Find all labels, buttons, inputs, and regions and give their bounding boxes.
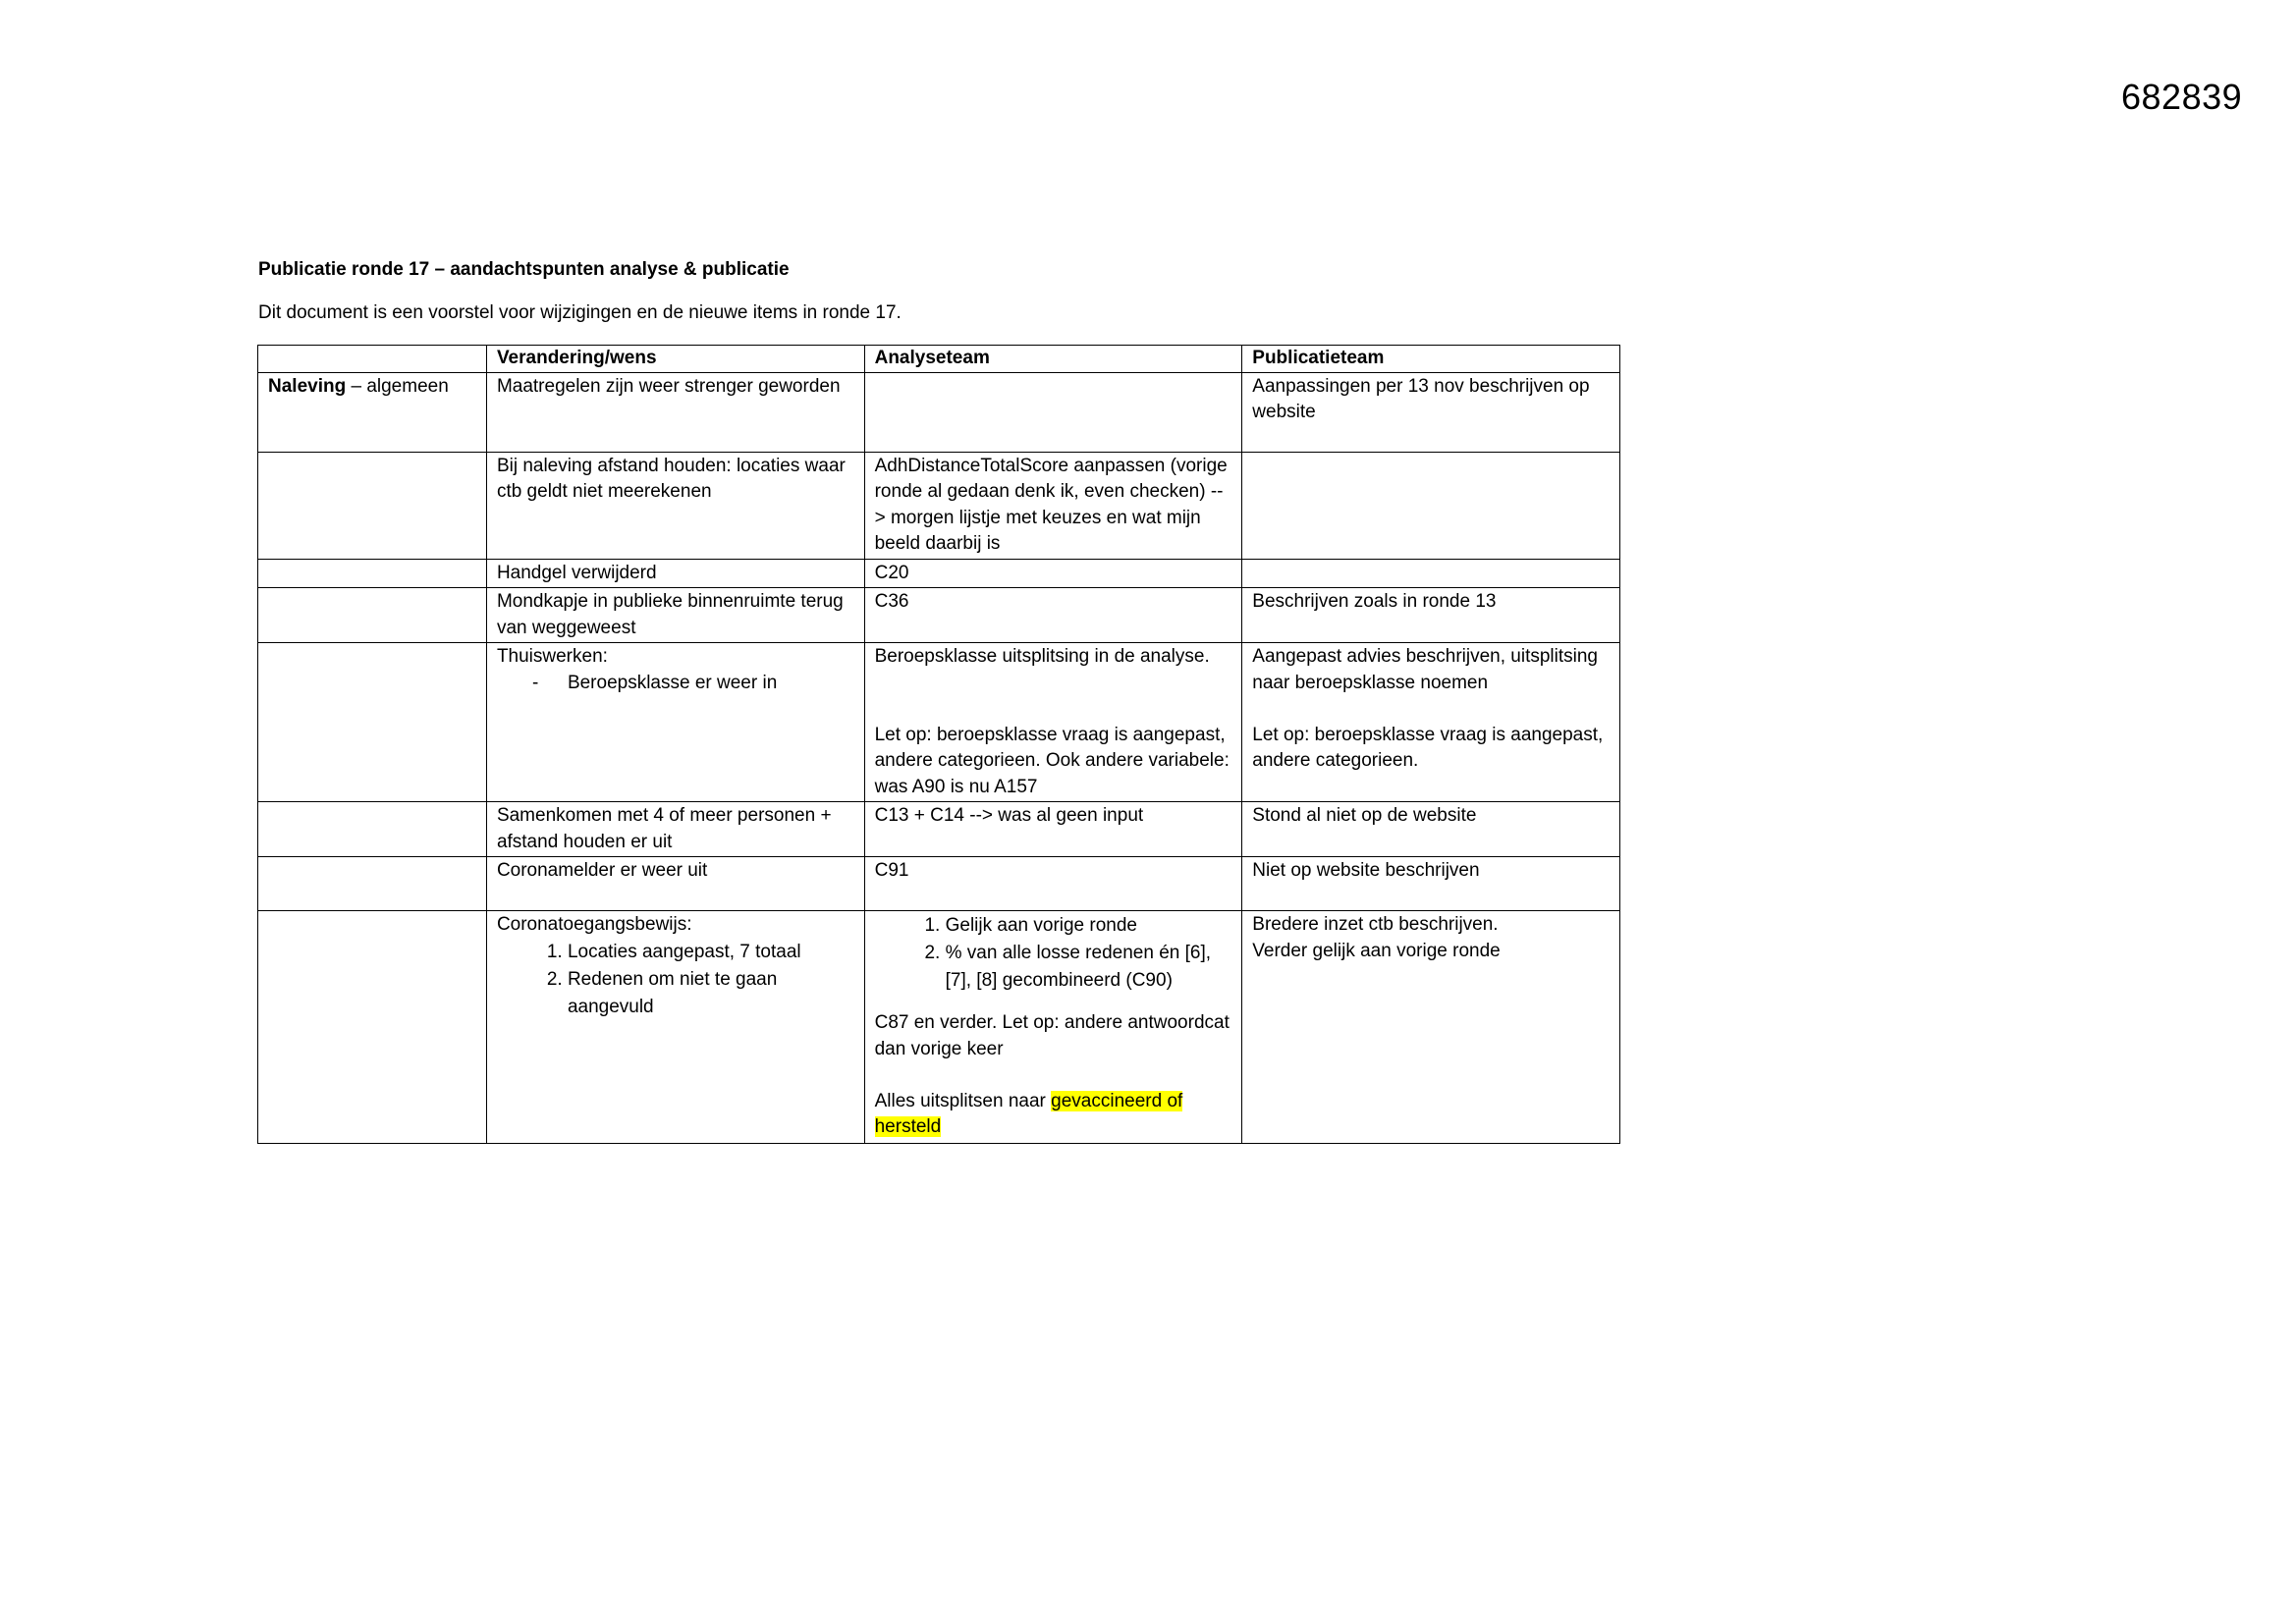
header-topic (258, 346, 487, 373)
cell-topic (258, 559, 487, 588)
cell-publication (1242, 452, 1620, 559)
cell-publication: Stond al niet op de website (1242, 802, 1620, 857)
cell-change: Bij naleving afstand houden: locaties waar ctb geldt niet meerekenen (486, 452, 864, 559)
publication-paragraph: Aangepast advies beschrijven, uitsplitsing naar beroepsklasse noemen (1252, 646, 1598, 693)
changes-table (257, 345, 1620, 1144)
list-item: 1. Gelijk aan vorige ronde (946, 912, 1232, 940)
cell-change: Handgel verwijderd (486, 559, 864, 588)
analysis-numbered-list (875, 912, 1232, 995)
cell-publication (1242, 643, 1620, 802)
table-row (258, 643, 1620, 802)
cell-topic (258, 643, 487, 802)
publication-paragraph: Verder gelijk aan vorige ronde (1252, 940, 1501, 961)
cell-change: Maatregelen zijn weer strenger geworden (486, 372, 864, 452)
cell-change (486, 643, 864, 802)
table-row (258, 588, 1620, 643)
analysis-paragraph (875, 1089, 1232, 1141)
topic-bold-text: Naleving (268, 375, 347, 397)
cell-analysis (864, 372, 1242, 452)
cell-publication: Niet op website beschrijven (1242, 857, 1620, 911)
change-intro: Coronatoegangsbewijs: (496, 914, 692, 935)
document-id-number: 682839 (2121, 77, 2243, 117)
list-item: 2. Redenen om niet te gaan aangevuld (568, 966, 854, 1021)
table-row (258, 559, 1620, 588)
cell-analysis: AdhDistanceTotalScore aanpassen (vorige ronde al gedaan denk ik, even checken) --> morgen lijstje met keuzes en wat mijn beeld daarbij is (864, 452, 1242, 559)
cell-publication (1242, 911, 1620, 1144)
cell-change: Samenkomen met 4 of meer personen + afstand houden er uit (486, 802, 864, 857)
cell-topic (258, 802, 487, 857)
cell-publication: Beschrijven zoals in ronde 13 (1242, 588, 1620, 643)
change-numbered-list (497, 939, 854, 1021)
topic-rest-text: – algemeen (346, 375, 449, 397)
cell-analysis (864, 643, 1242, 802)
list-item: - Beroepsklasse er weer in (532, 671, 854, 697)
cell-topic (258, 911, 487, 1144)
publication-paragraph: Let op: beroepsklasse vraag is aangepast, andere categorieen. (1252, 724, 1604, 771)
header-analysis: Analyseteam (864, 346, 1242, 373)
table-row (258, 802, 1620, 857)
header-change: Verandering/wens (486, 346, 864, 373)
table-row (258, 452, 1620, 559)
cell-topic (258, 588, 487, 643)
change-intro: Thuiswerken: (496, 646, 608, 667)
cell-change: Coronamelder er weer uit (486, 857, 864, 911)
cell-analysis: C20 (864, 559, 1242, 588)
document-intro: Dit document is een voorstel voor wijzigingen en de nieuwe items in ronde 17. (258, 302, 902, 323)
analysis-paragraph: Let op: beroepsklasse vraag is aangepast, andere categorieen. Ook andere variabele: was A90 is nu A157 (874, 724, 1230, 797)
list-item: 2. % van alle losse redenen én [6], [7], [8] gecombineerd (C90) (946, 940, 1232, 995)
cell-publication: Aanpassingen per 13 nov beschrijven op website (1242, 372, 1620, 452)
table-row (258, 857, 1620, 911)
cell-topic (258, 372, 487, 452)
list-item: 1. Locaties aangepast, 7 totaal (568, 939, 854, 966)
analysis-paragraph: C87 en verder. Let op: andere antwoordcat dan vorige keer (874, 1012, 1230, 1059)
cell-publication (1242, 559, 1620, 588)
cell-analysis: C91 (864, 857, 1242, 911)
header-publication: Publicatieteam (1242, 346, 1620, 373)
table-row (258, 911, 1620, 1144)
cell-analysis: C13 + C14 --> was al geen input (864, 802, 1242, 857)
cell-topic (258, 857, 487, 911)
analysis-paragraph: Beroepsklasse uitsplitsing in de analyse. (874, 646, 1210, 667)
cell-topic (258, 452, 487, 559)
table-header-row (258, 346, 1620, 373)
table-row (258, 372, 1620, 452)
change-bullet-list (497, 671, 854, 697)
cell-analysis (864, 911, 1242, 1144)
publication-paragraph: Bredere inzet ctb beschrijven. (1252, 914, 1499, 935)
cell-change: Mondkapje in publieke binnenruimte terug van weggeweest (486, 588, 864, 643)
document-title: Publicatie ronde 17 – aandachtspunten analyse & publicatie (258, 259, 790, 280)
highlighted-text: gevaccineerd of hersteld (874, 1090, 1183, 1137)
plain-text: Alles uitsplitsen naar (874, 1090, 1052, 1111)
cell-change (486, 911, 864, 1144)
cell-analysis: C36 (864, 588, 1242, 643)
